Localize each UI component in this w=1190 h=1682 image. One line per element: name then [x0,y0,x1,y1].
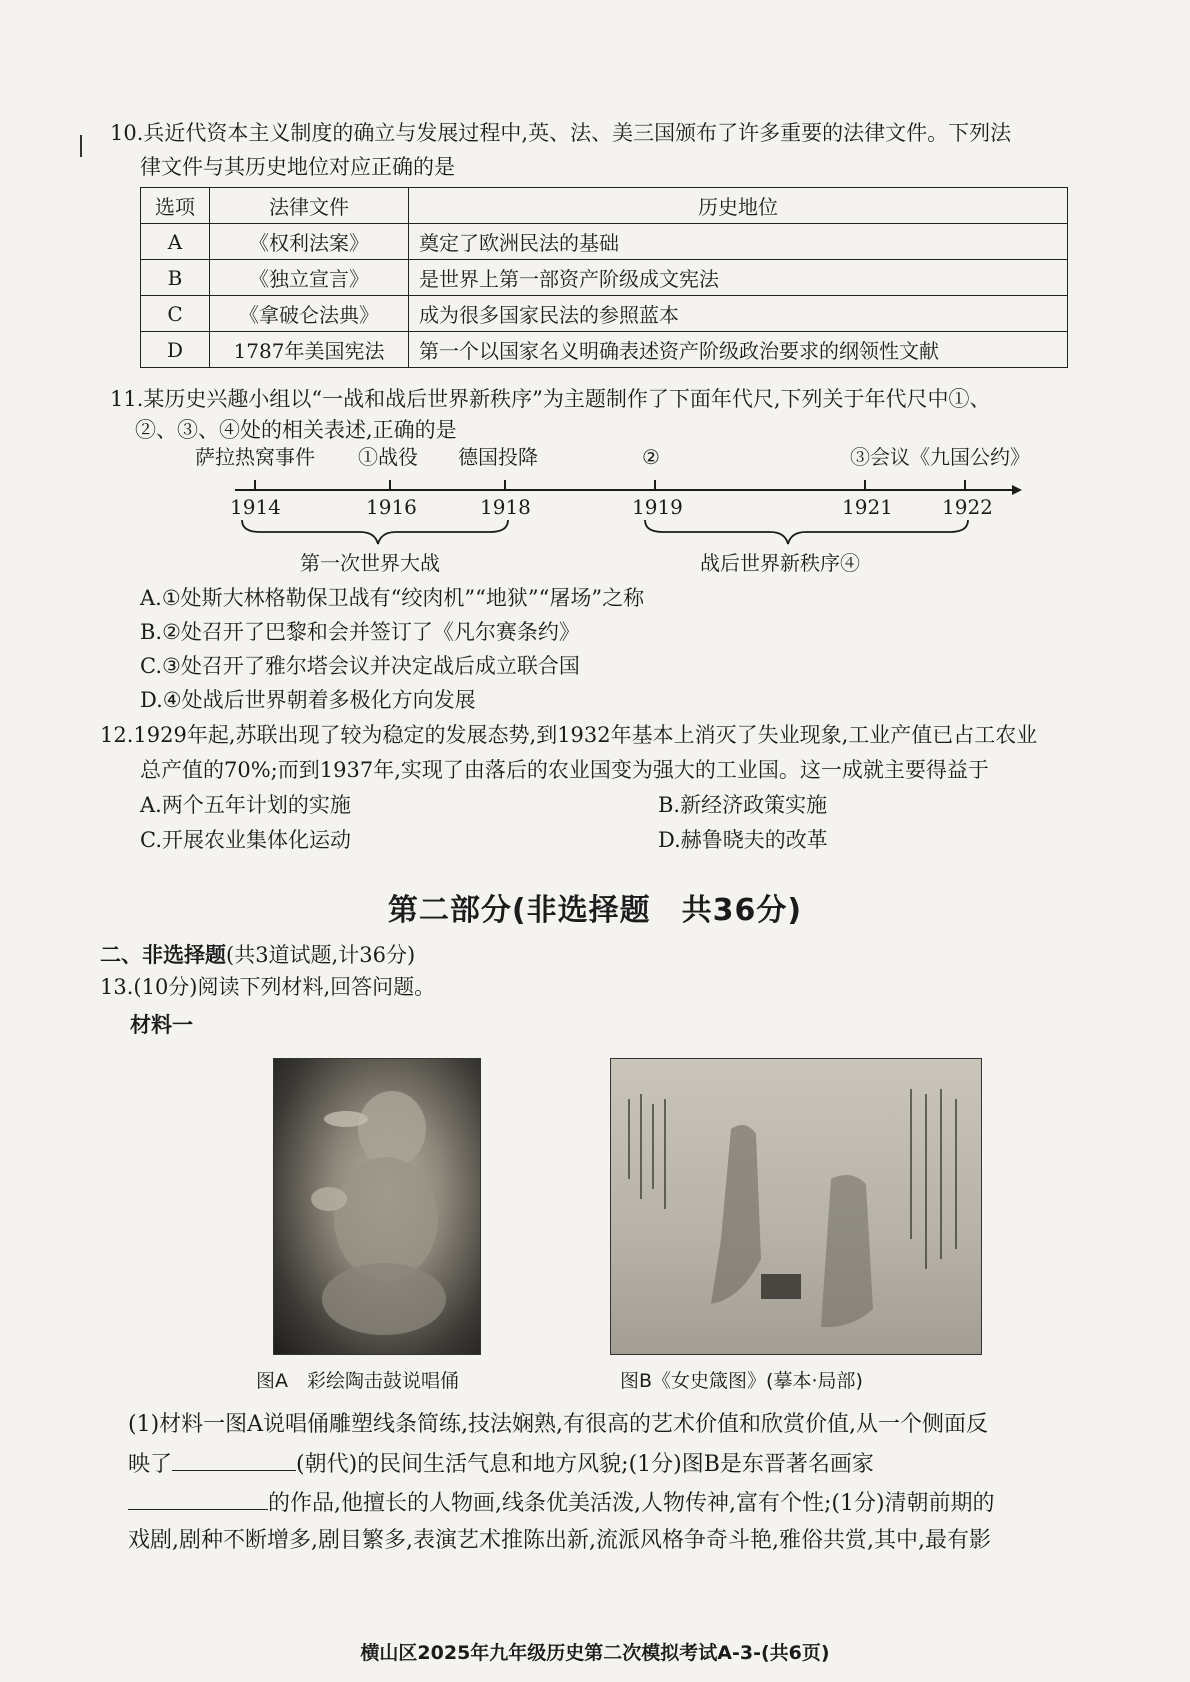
table-row [141,260,1068,296]
brace-label-postwar: 战后世界新秩序④ [700,551,860,575]
figure-a-image [273,1058,481,1355]
q11-stem-line1: 11.某历史兴趣小组以“一战和战后世界新秩序”为主题制作了下面年代尺,下列关于年代尺中①、 [110,387,991,411]
q11-option-c: C.③处召开了雅尔塔会议并决定战后成立联合国 [140,654,580,678]
row-document: 《拿破仑法典》 [210,296,409,332]
answer-blank-painter[interactable] [128,1487,268,1510]
timeline-arrow [1012,485,1022,495]
q13-sub1-line2 [128,1448,874,1480]
page-footer: 横山区2025年九年级历史第二次模拟考试A-3-(共6页) [360,1642,830,1664]
figure-b-painting [611,1059,981,1354]
q12-stem-line1: 12.1929年起,苏联出现了较为稳定的发展态势,到1932年基本上消灭了失业现象,工业产值已占工农业 [100,723,1038,747]
timeline-top-label: ② [642,445,660,469]
figure-b-image [610,1058,982,1355]
timeline-top-label: ③会议《九国公约》 [850,445,1030,469]
q10-table [140,187,1068,368]
row-status: 奠定了欧洲民法的基础 [409,224,1068,260]
margin-mark [80,135,82,157]
table-row [141,296,1068,332]
table-row [141,332,1068,368]
q13-sub1-line1: (1)材料一图A说唱俑雕塑线条简练,技法娴熟,有很高的艺术价值和欣赏价值,从一个侧面反 [128,1412,989,1437]
q13-sub1-line2-rest: (朝代)的民间生活气息和地方风貌;(1分)图B是东晋著名画家 [296,1452,874,1477]
section-heading-bold: 二、非选择题 [100,942,226,967]
q10-stem-line1: 10.兵近代资本主义制度的确立与发展过程中,英、法、美三国颁布了许多重要的法律文件。下列法 [110,121,1012,145]
row-option: C [141,296,210,332]
q12-option-d: D.赫鲁晓夫的改革 [658,828,828,852]
timeline-top-label: 德国投降 [458,445,538,469]
timeline [180,440,1040,580]
q13-stem: 13.(10分)阅读下列材料,回答问题。 [100,975,436,999]
q12-option-b: B.新经济政策实施 [658,793,828,817]
section-heading-rest: (共3道试题,计36分) [226,943,416,967]
brace-label-ww1: 第一次世界大战 [300,551,440,575]
brace-postwar [645,520,968,544]
row-document: 《权利法案》 [210,224,409,260]
q13-sub1-line3-rest: 的作品,他擅长的人物画,线条优美活泼,人物传神,富有个性;(1分)清朝前期的 [268,1491,995,1516]
timeline-year: 1916 [366,495,417,519]
timeline-year: 1914 [230,495,281,519]
material-1-label: 材料一 [130,1013,193,1037]
timeline-year: 1918 [480,495,531,519]
q13-sub1-line4: 戏剧,剧种不断增多,剧目繁多,表演艺术推陈出新,流派风格争奇斗艳,雅俗共赏,其中,最有影 [128,1528,991,1553]
section-heading [100,940,415,970]
timeline-top-label: 萨拉热窝事件 [195,445,315,469]
part2-title: 第二部分(非选择题 共36分) [387,893,803,928]
figure-b-caption: 图B《女史箴图》(摹本·局部) [620,1370,863,1392]
q12-option-c: C.开展农业集体化运动 [140,828,351,852]
q12-option-a: A.两个五年计划的实施 [140,793,351,817]
header-option: 选项 [141,188,210,224]
row-status: 成为很多国家民法的参照蓝本 [409,296,1068,332]
timeline-top-label: ①战役 [358,445,418,469]
q10-stem-line2: 律文件与其历史地位对应正确的是 [140,155,455,179]
row-option: B [141,260,210,296]
brace-ww1 [242,520,508,544]
row-document: 1787年美国宪法 [210,332,409,368]
q13-sub1-line3 [128,1487,995,1519]
q11-option-d: D.④处战后世界朝着多极化方向发展 [140,688,476,712]
header-status: 历史地位 [409,188,1068,224]
timeline-year: 1919 [632,495,683,519]
row-option: A [141,224,210,260]
timeline-year: 1922 [942,495,993,519]
q11-option-b: B.②处召开了巴黎和会并签订了《凡尔赛条约》 [140,620,580,644]
table-row [141,224,1068,260]
figure-a-caption: 图A 彩绘陶击鼓说唱俑 [256,1370,459,1392]
header-document: 法律文件 [210,188,409,224]
answer-blank-dynasty[interactable] [172,1448,296,1471]
row-option: D [141,332,210,368]
row-status: 是世界上第一部资产阶级成文宪法 [409,260,1068,296]
row-document: 《独立宣言》 [210,260,409,296]
timeline-year: 1921 [842,495,893,519]
q11-stem-line2: ②、③、④处的相关表述,正确的是 [135,418,457,442]
figure-a-figurine [274,1059,480,1354]
q11-option-a: A.①处斯大林格勒保卫战有“绞肉机”“地狱”“屠场”之称 [140,586,645,610]
q13-sub1-line2-lead: 映了 [128,1452,173,1477]
q12-stem-line2: 总产值的70%;而到1937年,实现了由落后的农业国变为强大的工业国。这一成就主要得益于 [140,758,989,782]
row-status: 第一个以国家名义明确表述资产阶级政治要求的纲领性文献 [409,332,1068,368]
table-header-row [141,188,1068,224]
